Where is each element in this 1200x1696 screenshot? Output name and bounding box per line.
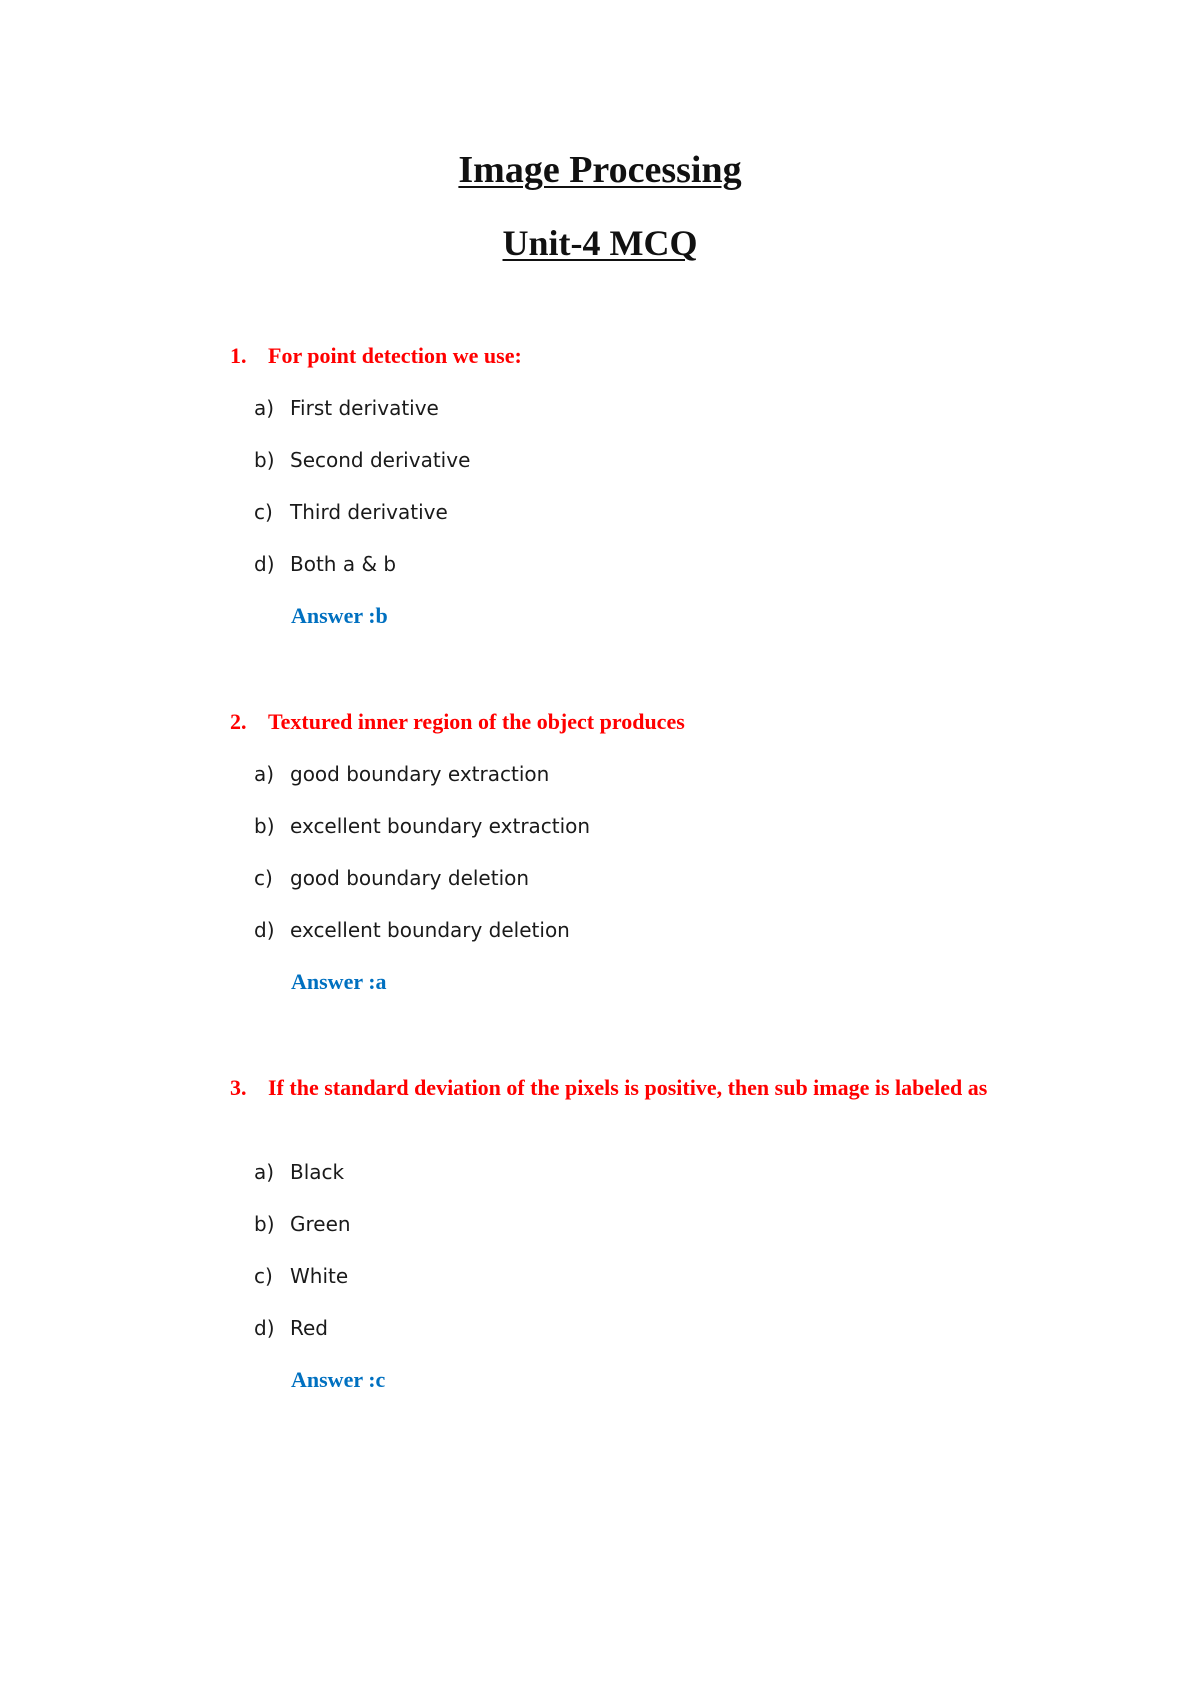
option-letter: c) bbox=[254, 500, 273, 524]
option-letter: d) bbox=[254, 552, 275, 576]
option-letter: a) bbox=[254, 1160, 275, 1184]
question-heading bbox=[230, 340, 1060, 372]
answer-label: Answer :b bbox=[291, 603, 388, 628]
option-text: White bbox=[290, 1264, 349, 1288]
option-c bbox=[254, 498, 448, 526]
option-letter: c) bbox=[254, 1264, 273, 1288]
option-a bbox=[254, 1158, 344, 1186]
option-b bbox=[254, 812, 590, 840]
option-text: excellent boundary extraction bbox=[290, 814, 591, 838]
option-text: Both a & b bbox=[290, 552, 397, 576]
question-text: For point detection we use: bbox=[268, 343, 522, 368]
question-heading bbox=[230, 706, 1060, 738]
option-text: good boundary extraction bbox=[290, 762, 550, 786]
answer-label: Answer :c bbox=[291, 1367, 386, 1392]
option-b bbox=[254, 1210, 351, 1238]
option-text: excellent boundary deletion bbox=[290, 918, 570, 942]
option-a bbox=[254, 394, 439, 422]
option-c bbox=[254, 1262, 348, 1290]
option-b bbox=[254, 446, 470, 474]
option-letter: d) bbox=[254, 918, 275, 942]
option-text: good boundary deletion bbox=[290, 866, 530, 890]
question-number: 2. bbox=[230, 709, 247, 734]
option-d bbox=[254, 550, 396, 578]
option-text: Third derivative bbox=[290, 500, 448, 524]
option-letter: c) bbox=[254, 866, 273, 890]
answer-label: Answer :a bbox=[291, 969, 387, 994]
option-c bbox=[254, 864, 529, 892]
option-d bbox=[254, 916, 570, 944]
option-text: Second derivative bbox=[290, 448, 471, 472]
question-number: 1. bbox=[230, 343, 247, 368]
option-text: First derivative bbox=[290, 396, 439, 420]
option-letter: d) bbox=[254, 1316, 275, 1340]
question-text: If the standard deviation of the pixels is positive, then sub image is labeled as bbox=[268, 1075, 988, 1100]
option-letter: b) bbox=[254, 448, 275, 472]
document-subtitle: Unit-4 MCQ bbox=[502, 223, 698, 263]
option-a bbox=[254, 760, 549, 788]
option-letter: a) bbox=[254, 762, 275, 786]
option-letter: a) bbox=[254, 396, 275, 420]
option-d bbox=[254, 1314, 328, 1342]
option-letter: b) bbox=[254, 814, 275, 838]
option-text: Red bbox=[290, 1316, 328, 1340]
question-text: Textured inner region of the object produces bbox=[268, 709, 685, 734]
question-number: 3. bbox=[230, 1075, 247, 1100]
option-text: Green bbox=[290, 1212, 351, 1236]
option-letter: b) bbox=[254, 1212, 275, 1236]
question-heading bbox=[230, 1072, 1060, 1104]
option-text: Black bbox=[290, 1160, 345, 1184]
document-title: Image Processing bbox=[458, 149, 742, 191]
